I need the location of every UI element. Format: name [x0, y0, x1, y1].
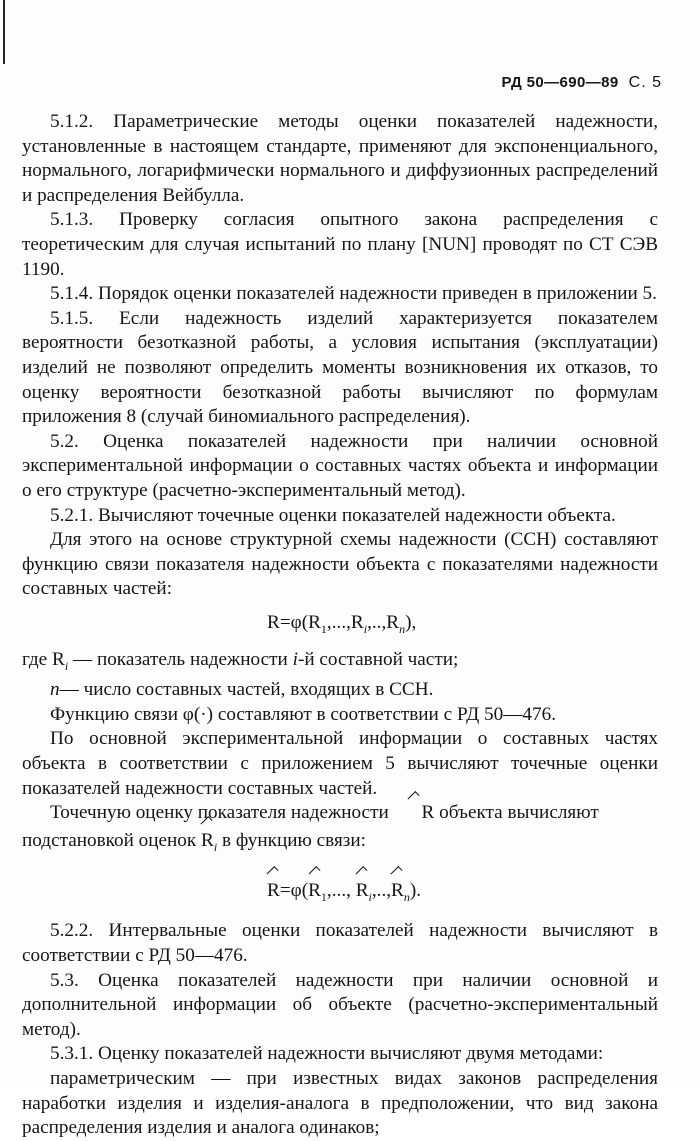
subst-text-a: подстановкой оценок: [22, 829, 202, 851]
formula2-dots1: ,...,: [326, 879, 356, 901]
paragraph-substitution: [22, 826, 658, 862]
point-r-hat: [394, 801, 435, 826]
paragraph-5-2-1: 5.2.1. Вычисляют точечные оценки показателей надежности объекта.: [50, 504, 616, 526]
paragraph-basic-info: По основной экспериментальной информации о составных частях объекта в соответствии с приложением 5 вычисляют точечные оценки показателей надежности составных частей.: [22, 728, 658, 799]
page-number: С. 5: [628, 74, 662, 91]
paragraph-5-1-2: 5.1.2. Параметрические методы оценки показателей надежности, установленные в настоящем стандарте, применяют для экспоненциального, нормального, логарифмически нормального и диффузионных распределений и распределения Вейбулла.: [22, 111, 658, 206]
point-r: R: [421, 802, 435, 824]
formula2-lhs-hat: [267, 876, 280, 906]
where-r: R: [52, 648, 65, 670]
formula1-r1: R: [308, 611, 321, 633]
formula1-eq: =φ(: [279, 611, 309, 633]
where-line: [22, 648, 658, 678]
formula1-lhs: R: [267, 611, 280, 633]
where-dash: — показатель надежности: [68, 648, 293, 670]
formula1-ri: R: [350, 611, 364, 633]
paragraph-5-1-5: 5.1.5. Если надежность изделий характеризуется показателем вероятности безотказной работы, а условия испытания (эксплуатации) изделий не позволяют определить моменты возникновения их отказов, то оценку вероятности безотказной работы вычисляют по формулам приложения 8 (случай биномиального распределения).: [22, 307, 658, 428]
subst-text-b: в функцию связи:: [217, 829, 366, 851]
where-r-sub: i: [64, 658, 69, 673]
formula1-rn: R: [386, 611, 400, 633]
formula2-dots2: ,..,: [371, 879, 392, 901]
paragraph-5-2-2: 5.2.2. Интервальные оценки показателей надежности вычисляют в соответствии с РД 50—476.: [22, 920, 658, 966]
where-i: i: [292, 648, 298, 670]
n-variable: n: [50, 679, 60, 701]
page-header: [502, 74, 662, 92]
formula1-dots2: ,..,: [367, 611, 387, 633]
formula2-ri-hat: [356, 876, 369, 906]
formula2-ri: R: [355, 879, 369, 901]
scan-edge-mark: [3, 0, 5, 64]
paragraph-5-3-1: 5.3.1. Оценку показателей надежности вычисляют двумя методами:: [50, 1043, 604, 1065]
formula2-rn-sub: n: [403, 889, 410, 904]
paragraph-5-3: 5.3. Оценка показателей надежности при наличии основной и дополнительной информации об объекте (расчетно-экспериментальный метод).: [22, 969, 658, 1040]
paragraph-5-1-4: 5.1.4. Порядок оценки показателей надежности приведен в приложении 5.: [50, 283, 657, 305]
n-description: — число составных частей, входящих в ССН.: [59, 679, 434, 701]
paragraph-5-2: 5.2. Оценка показателей надежности при наличии основной экспериментальной информации о составных частях объекта и информации о его структуре (расчетно-экспериментальный метод).: [22, 430, 658, 501]
formula2-r1-hat: [308, 876, 321, 906]
formula2-lhs: R: [267, 879, 280, 901]
formula2-rn: R: [391, 879, 404, 901]
formula1-r1-sub: 1: [320, 621, 327, 636]
formula2-r1: R: [308, 879, 321, 901]
paragraph-point-estimate: [22, 801, 658, 826]
subst-r: R: [201, 829, 214, 851]
formula1-rn-sub: n: [399, 621, 406, 636]
paragraph-function: Функцию связи φ(·) составляют в соответствии с РД 50—476.: [50, 703, 557, 725]
subst-r-hat: [201, 826, 214, 856]
formula2-ri-sub: i: [368, 889, 372, 904]
where-rest: -й составной части;: [297, 648, 459, 670]
formula1-close: ),: [405, 611, 417, 633]
document-code: РД 50—690—89: [501, 74, 619, 91]
formula1-dots1: ,...,: [326, 611, 351, 633]
subst-r-sub: i: [213, 839, 218, 854]
where-prefix: где: [22, 648, 52, 670]
point-text-b: объекта вычисляют: [434, 802, 599, 824]
n-definition: [22, 678, 658, 703]
paragraph-parametric: параметрическим — при известных видах законов распределения наработки изделия и изделия-аналога в предположении, что вид закона распределения изделия и аналога одинаков;: [22, 1067, 658, 1139]
paragraph-ssn: Для этого на основе структурной схемы надежности (ССН) составляют функцию связи показателя надежности объекта с показателями надежности составных частей:: [22, 529, 658, 600]
document-body: [22, 110, 658, 1141]
formula2-close: ).: [409, 879, 422, 901]
formula2-eq: =φ(: [279, 879, 309, 901]
formula1-ri-sub: i: [363, 621, 368, 636]
paragraph-5-1-3: 5.1.3. Проверку согласия опытного закона распределения с теоретическим для случая испытаний по плану [NUN] проводят по СТ СЭВ 1190.: [22, 209, 658, 280]
formula-point-estimate: [22, 876, 658, 912]
point-text-a: Точечную оценку показателя надежности: [50, 802, 394, 824]
formula2-rn-hat: [391, 876, 404, 906]
formula-function-link: [22, 608, 658, 644]
formula2-r1-sub: 1: [320, 889, 327, 904]
